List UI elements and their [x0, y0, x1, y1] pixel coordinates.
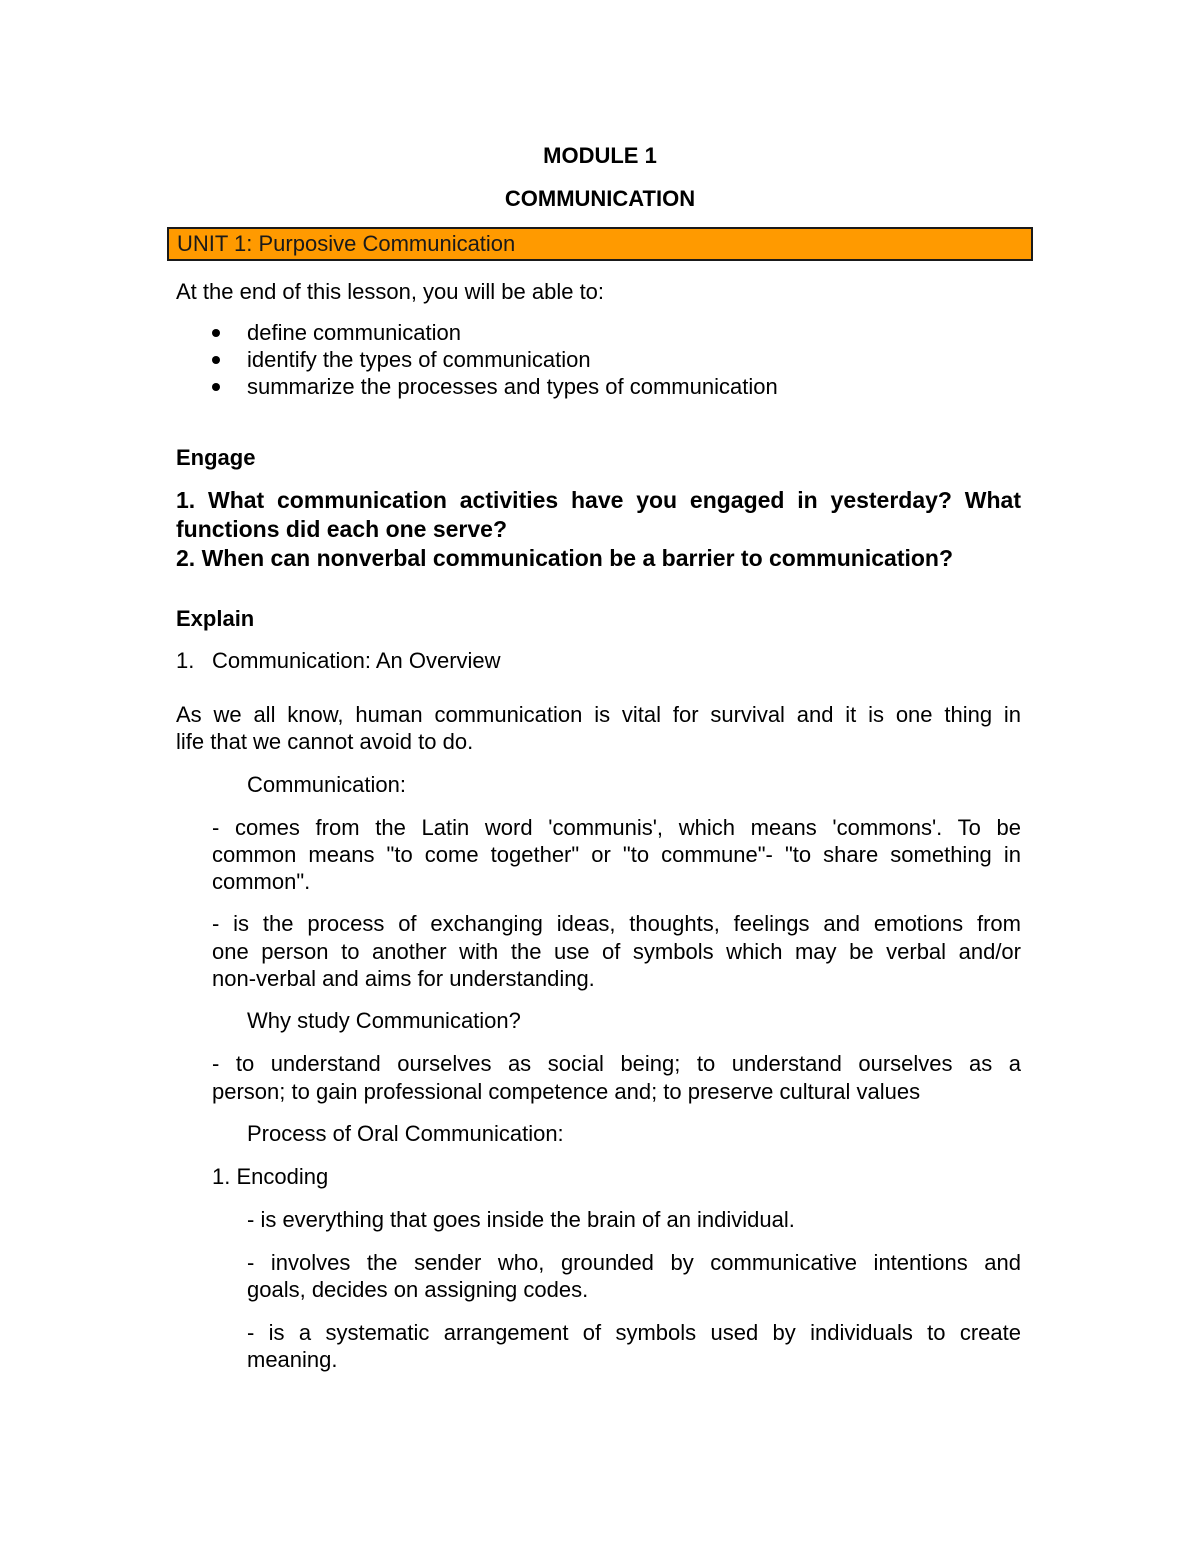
objectives-intro: At the end of this lesson, you will be able to: — [176, 279, 605, 304]
engage-heading: Engage — [176, 445, 256, 470]
bullet-icon — [212, 329, 220, 337]
definition-1-line: common". — [212, 869, 311, 894]
definition-2-line: non-verbal and aims for understanding. — [212, 966, 595, 991]
why-study-line: - to understand ourselves as social being; to understand ourselves as a — [212, 1051, 1021, 1076]
encoding-point: - is everything that goes inside the brain of an individual. — [247, 1207, 795, 1232]
overview-label: Communication: An Overview — [212, 648, 501, 673]
subject-title: COMMUNICATION — [504, 186, 696, 211]
encoding-point: - is a systematic arrangement of symbols used by individuals to create — [247, 1320, 1021, 1345]
definition-2-line: - is the process of exchanging ideas, thoughts, feelings and emotions from — [212, 911, 1021, 936]
intro-paragraph-line: As we all know, human communication is vital for survival and it is one thing in — [176, 702, 1021, 727]
unit-banner-text: UNIT 1: Purposive Communication — [177, 231, 516, 256]
encoding-point: - involves the sender who, grounded by communicative intentions and — [247, 1250, 1021, 1275]
why-study-label: Why study Communication? — [247, 1008, 521, 1033]
objective-item: define communication — [247, 320, 462, 345]
overview-number: 1. — [176, 648, 195, 673]
module-title: MODULE 1 — [543, 143, 657, 168]
communication-label: Communication: — [247, 772, 406, 797]
encoding-label: 1. Encoding — [212, 1164, 329, 1189]
bullet-icon — [212, 383, 220, 391]
definition-1-line: - comes from the Latin word 'communis', which means 'commons'. To be — [212, 815, 1021, 840]
explain-heading: Explain — [176, 606, 255, 631]
definition-2-line: one person to another with the use of symbols which may be verbal and/or — [212, 939, 1021, 964]
intro-paragraph-line: life that we cannot avoid to do. — [176, 729, 474, 754]
unit-banner — [167, 227, 1033, 261]
definition-1-line: common means "to come together" or "to commune"- "to share something in — [212, 842, 1021, 867]
encoding-point-cont: meaning. — [247, 1347, 338, 1372]
why-study-line: person; to gain professional competence and; to preserve cultural values — [212, 1079, 921, 1104]
objective-item: identify the types of communication — [247, 347, 591, 372]
process-label: Process of Oral Communication: — [247, 1121, 564, 1146]
engage-question-2: 2. When can nonverbal communication be a barrier to communication? — [176, 545, 954, 571]
engage-question-1-cont: functions did each one serve? — [176, 516, 508, 542]
encoding-point-cont: goals, decides on assigning codes. — [247, 1277, 589, 1302]
engage-question-1: 1. What communication activities have you engaged in yesterday? What — [176, 487, 1021, 513]
objective-item: summarize the processes and types of communication — [247, 374, 778, 399]
bullet-icon — [212, 356, 220, 364]
